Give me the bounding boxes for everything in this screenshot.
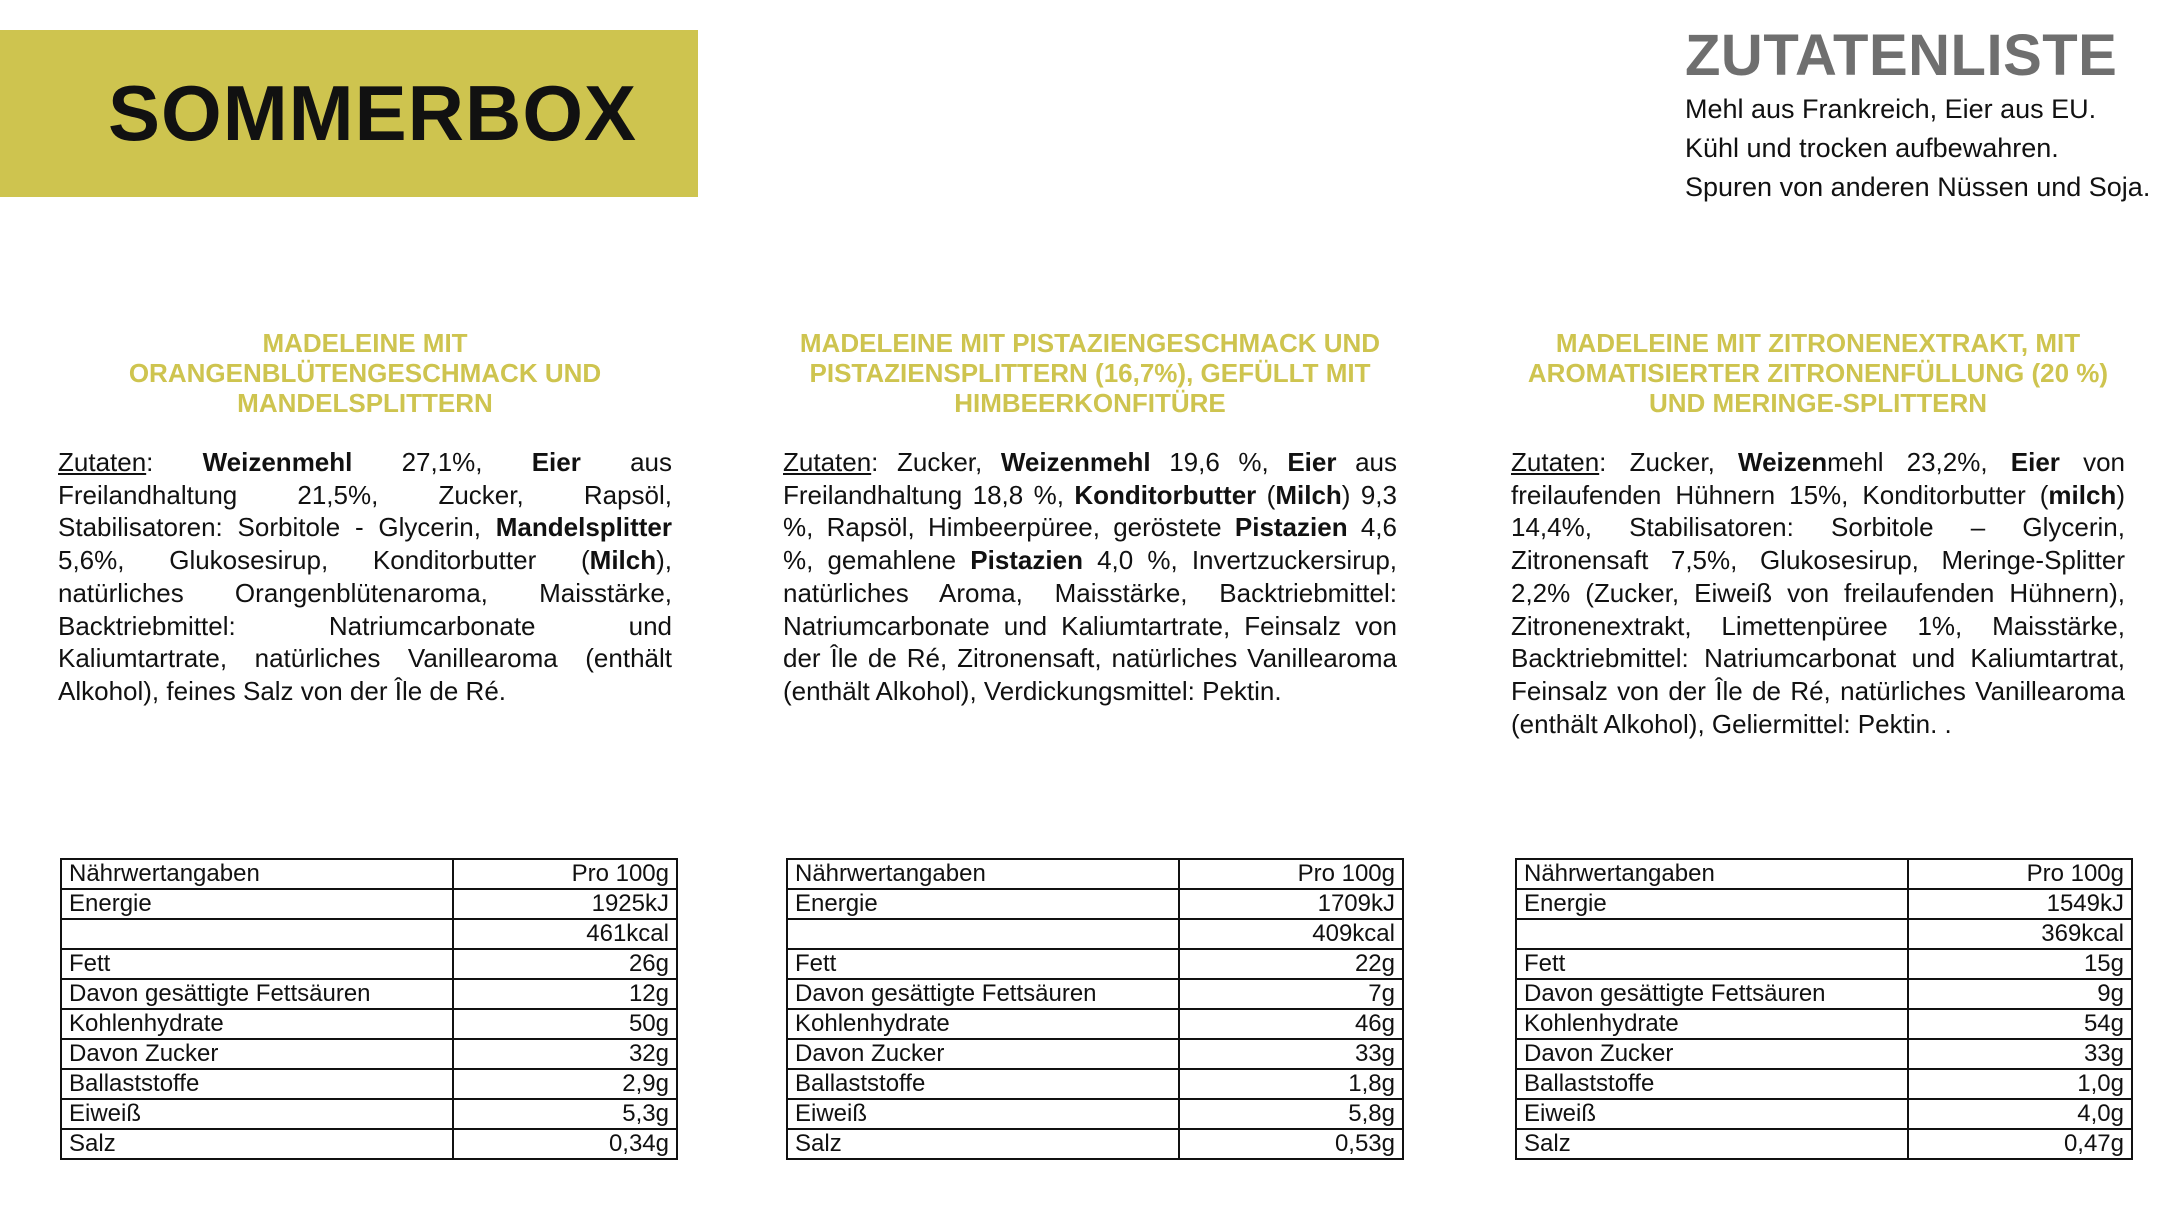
nutrient-label: Energie [61, 889, 453, 919]
ingredients-segment: 4,6 %, gemahlene [783, 512, 1397, 576]
nutrient-value: 461kcal [453, 919, 677, 949]
nutrient-value: 409kcal [1179, 919, 1403, 949]
nutrition-row [1516, 889, 2132, 919]
nutrient-label: Davon gesättigte Fettsäuren [1516, 979, 1908, 1009]
nutrition-row [787, 1069, 1403, 1099]
ingredients-segment: : Zucker, [1599, 447, 1738, 477]
allergen-highlight: Milch [1275, 479, 1342, 510]
ingredients-segment: 5,6%, Glukosesirup, Konditorbutter ( [58, 545, 590, 576]
allergen-highlight: Pistazien [1234, 512, 1348, 543]
nutrient-value: 1925kJ [453, 889, 677, 919]
ingredients-segment: ), natürliches Orangenblütenaroma, Maisstärke, Backtriebmittel: Natriumcarbonate und Kaliumtartrate, natürliches Vanillearoma (enthält Alkohol), feines Salz von der Île de Ré. [58, 545, 672, 706]
product-title: MADELEINE MIT PISTAZIENGESCHMACK UND PISTAZIENSPLITTERN (16,7%), GEFÜLLT MIT HIMBEERKONFITÜRE [799, 328, 1381, 418]
nutrition-row [61, 1039, 677, 1069]
note-line: Mehl aus Frankreich, Eier aus EU. [1685, 94, 2097, 124]
product-zitrone [1511, 328, 2125, 740]
nutrient-label: Fett [61, 949, 453, 979]
product-pistazie [783, 328, 1397, 708]
ingredients-segment: : [146, 447, 203, 477]
allergen-highlight: Weizen [1738, 447, 1828, 477]
ingredients-segment: ) 14,4%, Stabilisatoren: Sorbitole – Glycerin, Zitronensaft 7,5%, Glukosesirup, Meringe-Splitter 2,2% (Zucker, Eiweiß von freilaufenden Hühnern), Zitronenextrakt, Limettenpüree 1%, Maisstärke, Backtriebmittel: Natriumcarbonat und Kaliumtartrat, Feinsalz von der Île de Ré, natürliches Vanillearoma (enthält Alkohol), Geliermittel: Pektin. . [1511, 479, 2125, 739]
nutrient-value: 1549kJ [1908, 889, 2132, 919]
nutrient-label: Kohlenhydrate [61, 1009, 453, 1039]
nutrition-row [1516, 979, 2132, 1009]
nutrient-value: 369kcal [1908, 919, 2132, 949]
nutrition-row [787, 1129, 1403, 1159]
note-line: Spuren von anderen Nüssen und Soja. [1685, 172, 2151, 202]
nutrient-value: 7g [1179, 979, 1403, 1009]
nutrition-row [1516, 949, 2132, 979]
ingredients-label: Zutaten [783, 447, 872, 477]
zutatenliste-block [1685, 22, 2165, 207]
ingredients-label: Zutaten [58, 447, 147, 477]
nutrient-value: 1,0g [1908, 1069, 2132, 1099]
nutrient-label [1516, 919, 1908, 949]
allergen-highlight: Weizenmehl [202, 447, 353, 477]
ingredients-segment: 27,1%, [352, 447, 532, 477]
nutrition-table [60, 858, 678, 1160]
nutrition-header-row [61, 859, 677, 889]
nutrition-row [61, 949, 677, 979]
note-line: Kühl und trocken aufbewahren. [1685, 133, 2059, 163]
ingredients-segment: aus Freilandhaltung 18,8 %, [783, 447, 1397, 510]
ingredients-segment: 19,6 %, [1150, 447, 1288, 477]
nutrient-value: 12g [453, 979, 677, 1009]
nutrient-label: Davon Zucker [1516, 1039, 1908, 1069]
nutrient-label: Nährwertangaben [61, 859, 453, 889]
ingredients-segment: ( [1256, 479, 1276, 510]
product-title: MADELEINE MIT ORANGENBLÜTENGESCHMACK UND MANDELSPLITTERN [128, 328, 602, 418]
nutrition-table [1515, 858, 2133, 1160]
nutrient-label: Nährwertangaben [1516, 859, 1908, 889]
allergen-highlight: Konditorbutter [1074, 479, 1257, 510]
nutrient-value: 54g [1908, 1009, 2132, 1039]
nutrient-value: 0,34g [453, 1129, 677, 1159]
nutrient-label [61, 919, 453, 949]
nutrition-row [61, 889, 677, 919]
nutrition-row [1516, 919, 2132, 949]
nutrient-value: 33g [1179, 1039, 1403, 1069]
nutrient-label: Salz [1516, 1129, 1908, 1159]
ingredients-segment: mehl 23,2%, [1827, 447, 2011, 477]
nutrient-value: 2,9g [453, 1069, 677, 1099]
nutrient-value: 5,3g [453, 1099, 677, 1129]
nutrient-label: Salz [61, 1129, 453, 1159]
banner-title: SOMMERBOX [108, 69, 638, 157]
ingredients-segment: aus Freilandhaltung 21,5%, Zucker, Rapsöl, Stabilisatoren: Sorbitole - Glycerin, [58, 447, 672, 543]
nutrient-label: Salz [787, 1129, 1179, 1159]
nutrition-row [1516, 1129, 2132, 1159]
nutrient-value: 1,8g [1179, 1069, 1403, 1099]
sommerbox-banner [0, 30, 698, 197]
ingredients-label: Zutaten [1511, 447, 1600, 477]
allergen-highlight: Eier [2010, 447, 2060, 477]
nutrient-label: Ballaststoffe [787, 1069, 1179, 1099]
nutrient-label: Eiweiß [1516, 1099, 1908, 1129]
nutrient-value: 9g [1908, 979, 2132, 1009]
nutrient-value: 4,0g [1908, 1099, 2132, 1129]
nutrient-label: Davon Zucker [61, 1039, 453, 1069]
nutrition-row [787, 1099, 1403, 1129]
nutrient-label: Davon gesättigte Fettsäuren [61, 979, 453, 1009]
nutrient-label: Energie [1516, 889, 1908, 919]
nutrient-label: Fett [1516, 949, 1908, 979]
nutrition-header-row [1516, 859, 2132, 889]
nutrient-label: Davon gesättigte Fettsäuren [787, 979, 1179, 1009]
nutrient-value: 0,47g [1908, 1129, 2132, 1159]
nutrient-value: 26g [453, 949, 677, 979]
nutrient-value: 50g [453, 1009, 677, 1039]
nutrition-row [787, 1039, 1403, 1069]
nutrition-row [787, 1009, 1403, 1039]
nutrient-value: 46g [1179, 1009, 1403, 1039]
nutrient-label: Kohlenhydrate [787, 1009, 1179, 1039]
nutrition-row [61, 1069, 677, 1099]
nutrition-row [787, 919, 1403, 949]
nutrient-label [787, 919, 1179, 949]
nutrition-row [787, 949, 1403, 979]
product-title: MADELEINE MIT ZITRONENEXTRAKT, MIT AROMATISIERTER ZITRONENFÜLLUNG (20 %) UND MERINGE-SPLITTERN [1527, 328, 2109, 418]
nutrition-row [1516, 1009, 2132, 1039]
nutrient-value: Pro 100g [1908, 859, 2132, 889]
ingredients-segment: : Zucker, [871, 447, 1001, 477]
product-orange [58, 328, 672, 708]
nutrient-value: 33g [1908, 1039, 2132, 1069]
nutrition-row [1516, 1039, 2132, 1069]
allergen-highlight: Eier [531, 447, 581, 477]
nutrition-row [61, 979, 677, 1009]
allergen-highlight: Mandelsplitter [495, 512, 672, 543]
zutatenliste-title: ZUTATENLISTE [1685, 23, 2118, 88]
ingredients-text [783, 446, 1397, 708]
nutrient-label: Fett [787, 949, 1179, 979]
nutrient-label: Eiweiß [61, 1099, 453, 1129]
allergen-highlight: Pistazien [970, 545, 1083, 576]
ingredients-text [1511, 446, 2125, 740]
nutrition-header-row [787, 859, 1403, 889]
nutrient-value: Pro 100g [1179, 859, 1403, 889]
nutrient-label: Ballaststoffe [61, 1069, 453, 1099]
nutrition-row [61, 1129, 677, 1159]
nutrient-value: 15g [1908, 949, 2132, 979]
nutrient-label: Kohlenhydrate [1516, 1009, 1908, 1039]
allergen-highlight: Weizenmehl [1000, 447, 1151, 477]
nutrient-value: 1709kJ [1179, 889, 1403, 919]
ingredients-segment: von freilaufenden Hühnern 15%, Konditorbutter ( [1511, 447, 2126, 510]
allergen-highlight: milch [2048, 479, 2117, 510]
nutrition-row [1516, 1099, 2132, 1129]
nutrition-row [787, 979, 1403, 1009]
nutrient-value: Pro 100g [453, 859, 677, 889]
ingredients-text [58, 446, 672, 708]
nutrient-value: 22g [1179, 949, 1403, 979]
nutrient-label: Davon Zucker [787, 1039, 1179, 1069]
nutrient-label: Nährwertangaben [787, 859, 1179, 889]
nutrient-value: 0,53g [1179, 1129, 1403, 1159]
nutrition-row [61, 1099, 677, 1129]
nutrient-label: Eiweiß [787, 1099, 1179, 1129]
nutrient-value: 5,8g [1179, 1099, 1403, 1129]
ingredients-segment: 4,0 %, Invertzuckersirup, natürliches Aroma, Maisstärke, Backtriebmittel: Natriumcarbonate und Kaliumtartrate, Feinsalz von der Île de Ré, Zitronensaft, natürliches Vanillearoma (enthält Alkohol), Verdickungsmittel: Pektin. [783, 545, 1397, 706]
allergen-highlight: Milch [589, 545, 657, 576]
nutrition-row [61, 919, 677, 949]
ingredients-segment: ) 9,3 %, Rapsöl, Himbeerpüree, geröstete [783, 479, 1397, 543]
allergen-highlight: Eier [1287, 447, 1337, 477]
nutrition-row [1516, 1069, 2132, 1099]
nutrient-value: 32g [453, 1039, 677, 1069]
nutrition-row [61, 1009, 677, 1039]
nutrition-table [786, 858, 1404, 1160]
nutrient-label: Energie [787, 889, 1179, 919]
nutrition-row [787, 889, 1403, 919]
nutrient-label: Ballaststoffe [1516, 1069, 1908, 1099]
